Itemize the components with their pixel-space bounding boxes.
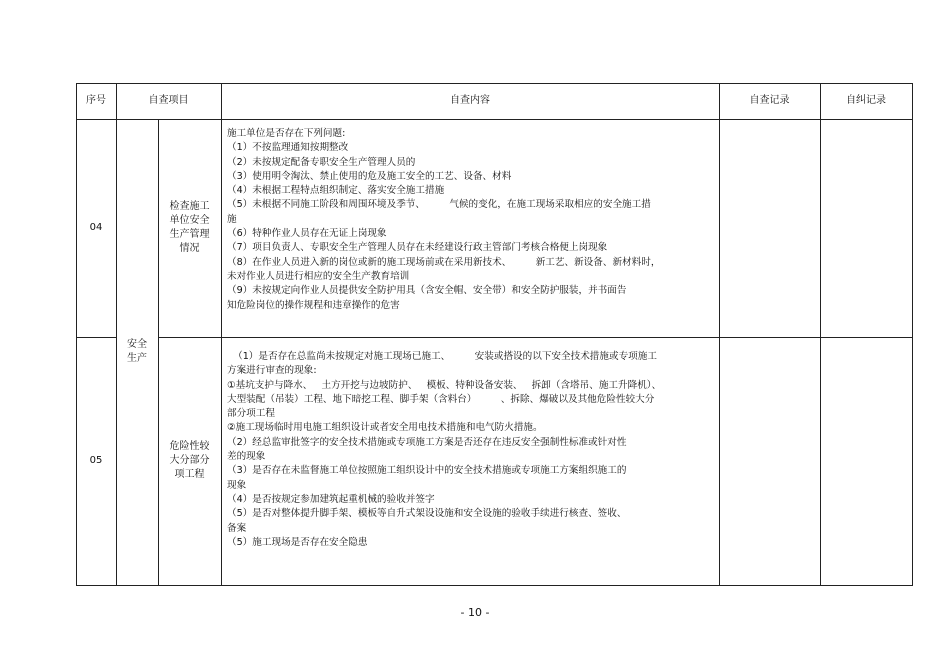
record-column-border [820,83,821,586]
content-line: （9）未按规定向作业人员提供安全防护用具（含安全帽、安全带）和安全防护服装，并书面告 [227,285,627,297]
content-line: （8）在作业人员进入新的岗位或新的施工现场前或在采用新技术、 新工艺、新设备、新材料时， [227,256,661,268]
content-line: （6）特种作业人员存在无证上岗现象 [227,228,387,240]
category-cell: 安全 生产 [127,339,147,364]
table-right-border [912,83,913,586]
content-line: 差的现象 [227,451,266,463]
content-line: （5）是否对整体提升脚手架、模板等自升式架设设施和安全设施的验收手续进行核查、签收、 [227,508,627,520]
content-line: 未对作业人员进行相应的安全生产教育培训 [227,270,410,282]
content-line: （3）是否存在未监督施工单位按照施工组织设计中的安全技术措施或专项施工方案组织施工的 [227,465,627,477]
content-column-border [719,83,720,586]
item-column-border [221,83,222,586]
row-divider-right [158,337,913,338]
content-line: 备案 [227,522,247,534]
row-04-seq: 04 [89,222,103,233]
content-line: （7）项目负责人、专职安全生产管理人员存在未经建设行政主管部门考核合格便上岗现象 [227,242,608,254]
content-line: （1）不按监理通知按期整改 [227,142,349,154]
content-line: （4）未根据工程特点组织制定、落实安全施工措施 [227,185,445,197]
content-line: 现象 [227,479,247,491]
content-line: ②施工现场临时用电施工组织设计或者安全用电技术措施和电气防火措施。 [227,422,543,434]
content-line: （1）是否存在总监尚未按规定对施工现场已施工、 安装或搭设的以下安全技术措施或专项施工 [227,351,657,362]
content-line: （2）未按规定配备专职安全生产管理人员的 [227,156,416,168]
content-line: ①基坑支护与降水、 土方开挖与边坡防护、 模板、特种设备安装、 拆卸（含塔吊、施工升降机）、 [227,379,662,391]
content-line: 大型装配（吊装）工程、地下暗挖工程、脚手架（含料台） 、拆除、爆破以及其他危险性较大分 [227,393,655,405]
row-04-subitem: 检查施工 单位安全 生产管理 情况 [169,201,210,254]
header-content: 自查内容 [450,95,490,106]
content-line: 施工单位是否存在下列问题: [227,128,346,139]
content-line: （3）使用明令淘汰、禁止使用的危及施工安全的工艺、设备、材料 [227,170,512,182]
header-record: 自查记录 [749,95,790,106]
header-item: 自查项目 [148,95,189,106]
content-line: 方案进行审查的现象: [227,365,317,377]
row-05-subitem: 危险性较 大分部分 项工程 [169,441,210,480]
content-line: （2）经总监审批签字的安全技术措施或专项施工方案是否还存在违反安全强制性标准或针对性 [227,436,627,448]
table-bottom-border [76,585,913,586]
row-05-seq: 05 [89,455,103,466]
header-correction: 自纠记录 [846,95,886,106]
content-line: 施 [227,213,237,225]
header-seq: 序号 [86,95,106,106]
content-line: （5）施工现场是否存在安全隐患 [227,536,368,548]
content-line: 部分项工程 [227,408,275,420]
content-line: 知危险岗位的操作规程和违章操作的危害 [227,299,400,311]
content-line: （5）未根据不同施工阶段和周围环境及季节、 气候的变化，在施工现场采取相应的安全施工措 [227,199,651,211]
content-line: （4）是否按规定参加建筑起重机械的验收并签字 [227,493,435,505]
page-number: - 10 - [460,606,490,619]
row-05-content [227,350,661,550]
row-04-content [227,127,660,313]
